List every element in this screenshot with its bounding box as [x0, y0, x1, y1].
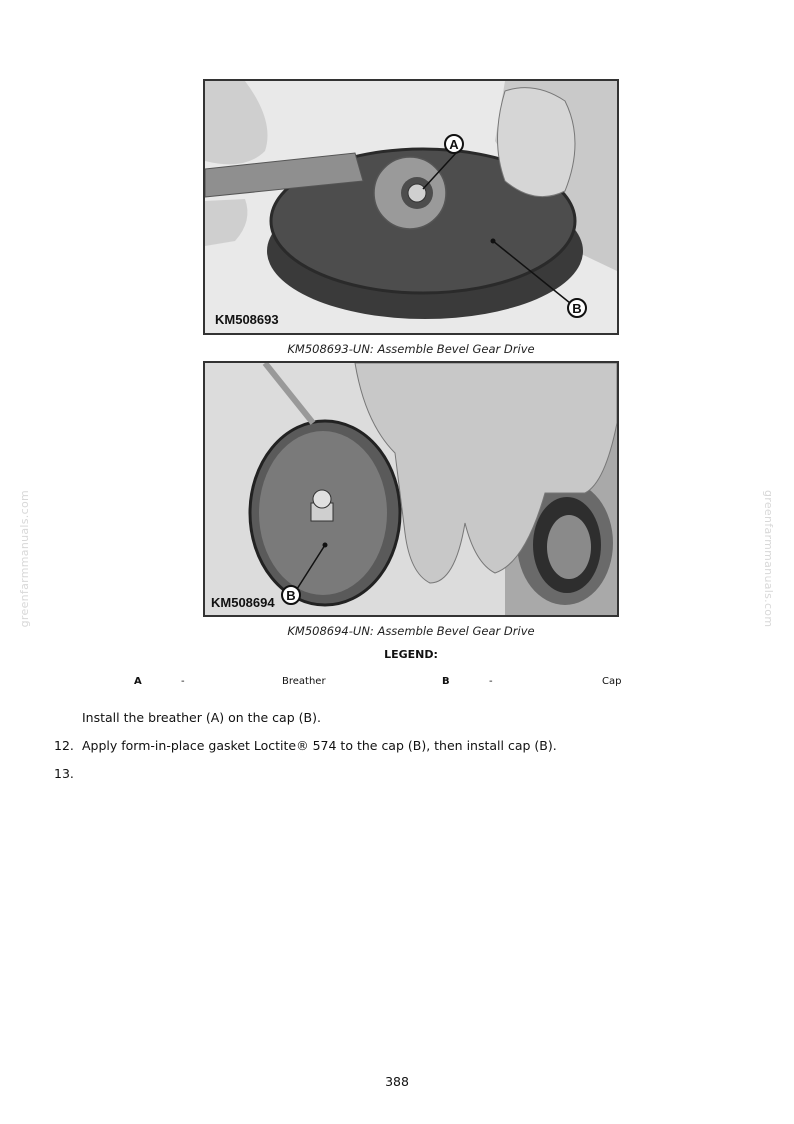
legend-table: [0, 676, 794, 692]
legend-key: B: [442, 676, 450, 687]
figure-assemble-breather-photo: [203, 79, 619, 335]
step-number: 13.: [54, 766, 74, 781]
callout-b: B: [567, 298, 587, 318]
legend-title: LEGEND:: [384, 648, 438, 661]
step-number: 12.: [54, 738, 74, 753]
figure-code: KM508694: [211, 595, 275, 610]
step-text: Apply form-in-place gasket Loctite® 574 to the cap (B), then install cap (B).: [82, 738, 557, 753]
figure-caption: KM508693-UN: Assemble Bevel Gear Drive: [287, 342, 535, 356]
step-intro-text: Install the breather (A) on the cap (B).: [82, 710, 321, 725]
callout-a: A: [444, 134, 464, 154]
legend-dash: -: [181, 676, 185, 687]
legend-key: A: [134, 676, 142, 687]
watermark-left: greenfarmmanuals.com: [18, 490, 31, 628]
legend-value: Cap: [602, 676, 622, 687]
legend-value: Breather: [282, 676, 326, 687]
watermark-right: greenfarmmanuals.com: [762, 490, 775, 628]
cap-install-illustration: [205, 363, 617, 615]
figure-code: KM508693: [215, 312, 279, 327]
callout-b: B: [281, 585, 301, 605]
breather-wrench-illustration: [205, 81, 617, 333]
figure-caption: KM508694-UN: Assemble Bevel Gear Drive: [287, 624, 535, 638]
figure-install-cap-photo: [203, 361, 619, 617]
legend-dash: -: [489, 676, 493, 687]
page-number: 388: [385, 1074, 409, 1089]
